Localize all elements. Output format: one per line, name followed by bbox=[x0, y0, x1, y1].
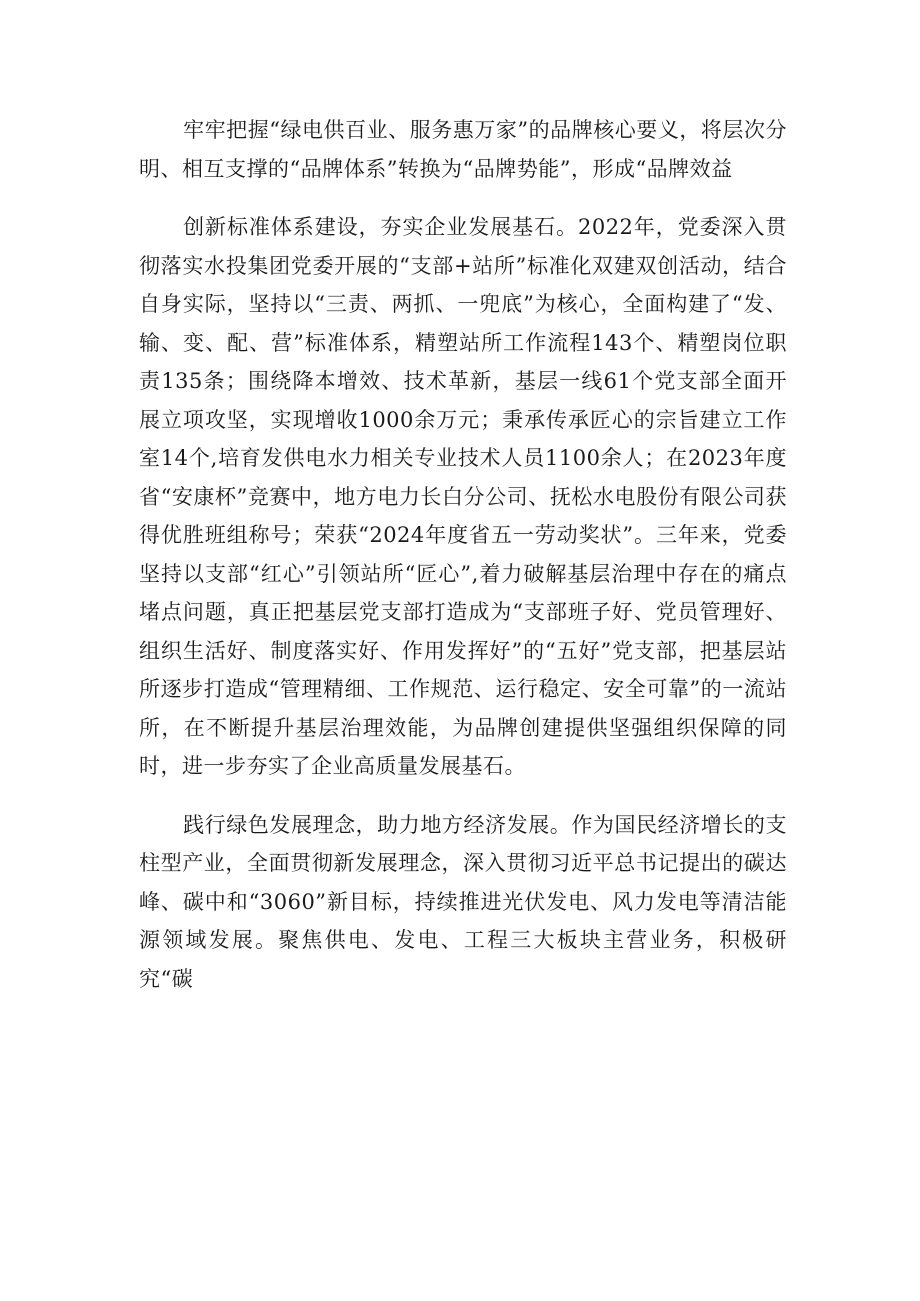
paragraph-green-development: 践行绿色发展理念，助力地方经济发展。作为国民经济增长的支柱型产业，全面贯彻新发展理念，深入贯彻习近平总书记提出的碳达峰、碳中和“3060”新目标，持续推进光伏发电、风力发电等清洁能源领域发展。聚焦供电、发电、工程三大板块主营业务，积极研究“碳 bbox=[139, 812, 787, 991]
paragraph-standard-system: 创新标准体系建设，夯实企业发展基石。2022年，党委深入贯彻落实水投集团党委开展的“支部+站所”标准化双建双创活动，结合自身实际，坚持以“三责、两抓、一兜底”为核心，全面构建了“发、输、变、配、营”标准体系，精塑站所工作流程143个、精塑岗位职责135条；围绕降本增效、技术革新，基层一线61个党支部全面开展立项攻坚，实现增收1000余万元；秉承传承匠心的宗旨建立工作室14个,培育发供电水力相关专业技术人员1100余人；在2023年度省“安康杯”竞赛中，地方电力长白分公司、抚松水电股份有限公司获得优胜班组称号；荣获“2024年度省五一劳动奖状”。三年来，党委坚持以支部“红心”引领站所“匠心”,着力破解基层治理中存在的痛点堵点问题，真正把基层党支部打造成为“支部班子好、党员管理好、组织生活好、制度落实好、作用发挥好”的“五好”党支部，把基层站所逐步打造成“管理精细、工作规范、运行稳定、安全可靠”的一流站所，在不断提升基层治理效能，为品牌创建提供坚强组织保障的同时，进一步夯实了企业高质量发展基石。 bbox=[139, 215, 787, 778]
paragraph-brand-essence: 牢牢把握“绿电供百业、服务惠万家”的品牌核心要义，将层次分明、相互支撑的“品牌体系”转换为“品牌势能”，形成“品牌效益 bbox=[139, 118, 787, 181]
document-body bbox=[139, 111, 787, 998]
